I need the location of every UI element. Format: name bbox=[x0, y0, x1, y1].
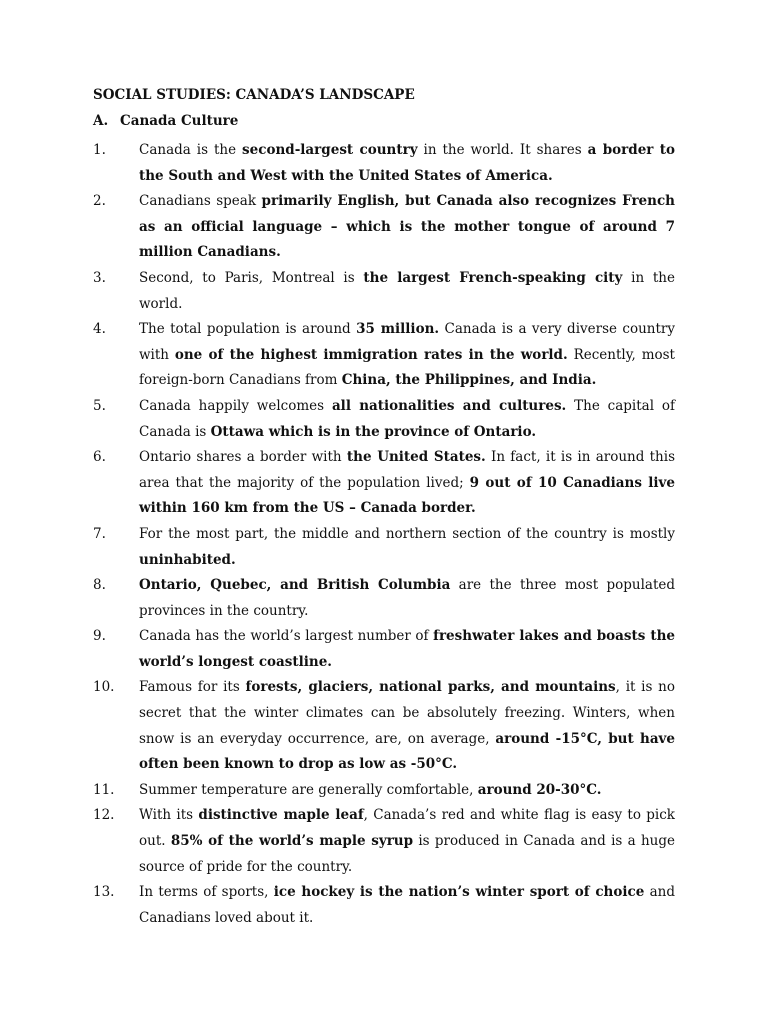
list-item-number: 10. bbox=[93, 679, 115, 696]
list-item-text bbox=[139, 321, 675, 388]
bold-text: one of the highest immigration rates in the world. bbox=[174, 346, 568, 363]
section-heading-text: Canada Culture bbox=[120, 113, 239, 129]
list-item-text bbox=[139, 782, 602, 798]
plain-text: Canada is a very diverse country with bbox=[139, 321, 676, 363]
plain-text: The capital of Canada is bbox=[139, 397, 675, 440]
list-item-number: 11. bbox=[93, 781, 115, 798]
list-item bbox=[93, 138, 675, 189]
list-item-text bbox=[139, 193, 675, 260]
section-letter: A. bbox=[93, 113, 109, 129]
plain-text: In terms of sports, bbox=[139, 884, 274, 901]
list-item-number: 3. bbox=[93, 269, 106, 286]
list-item-number: 8. bbox=[93, 577, 106, 594]
plain-text: Ontario shares a border with bbox=[139, 449, 347, 466]
bold-text: 35 million. bbox=[356, 321, 440, 338]
section-heading bbox=[93, 113, 238, 129]
list-item-number: 6. bbox=[93, 449, 106, 466]
list-item bbox=[93, 880, 675, 931]
bold-text: 85% of the world’s maple syrup bbox=[170, 833, 414, 850]
plain-text: in the world. bbox=[139, 269, 675, 312]
bold-text: freshwater lakes and boasts the world’s longest coastline. bbox=[139, 628, 675, 670]
plain-text: In fact, it is in around this area that the majority of the population lived; bbox=[139, 449, 676, 491]
list-item-number: 9. bbox=[93, 628, 106, 645]
bold-text: a border to the South and West with the United States of America. bbox=[139, 142, 676, 184]
plain-text: Canada happily welcomes bbox=[139, 397, 332, 414]
bold-text: all nationalities and cultures. bbox=[331, 397, 567, 414]
list-item-text bbox=[139, 577, 675, 619]
bold-text: 9 out of 10 Canadians live within 160 km from the US – Canada border. bbox=[139, 474, 675, 517]
plain-text: The total population is around bbox=[139, 321, 357, 338]
plain-text: are the three most populated provinces in the country. bbox=[139, 577, 675, 619]
list-item bbox=[93, 266, 675, 317]
bold-text: around -15°C, but have often been known to drop as low as -50°C. bbox=[139, 730, 675, 773]
list-item-number: 12. bbox=[93, 807, 115, 824]
bold-text: around 20-30°C. bbox=[477, 781, 602, 798]
plain-text: For the most part, the middle and northern section of the country is mostly bbox=[139, 525, 675, 542]
plain-text: Recently, most foreign-born Canadians from bbox=[139, 346, 675, 389]
plain-text: Famous for its bbox=[139, 679, 246, 696]
bold-text: distinctive maple leaf bbox=[198, 807, 364, 824]
list-item-number: 2. bbox=[93, 193, 106, 210]
plain-text: Canada has the world’s largest number of bbox=[139, 628, 434, 645]
list-item-number: 7. bbox=[93, 525, 106, 542]
list-item bbox=[93, 522, 675, 573]
list-item-text bbox=[139, 526, 675, 568]
list-item bbox=[93, 573, 675, 624]
plain-text: in the world. It shares bbox=[417, 142, 588, 158]
bold-text: the United States. bbox=[346, 449, 486, 466]
list-item-text bbox=[139, 628, 675, 670]
page-title: SOCIAL STUDIES: CANADA’S LANDSCAPE bbox=[93, 87, 415, 103]
bold-text: China, the Philippines, and India. bbox=[341, 372, 597, 389]
list-item-text bbox=[139, 884, 675, 926]
list-item bbox=[93, 624, 675, 675]
plain-text: Second, to Paris, Montreal is bbox=[139, 269, 364, 286]
bold-text: second-largest country bbox=[242, 142, 418, 158]
list-item-number: 4. bbox=[93, 321, 106, 338]
plain-text: is produced in Canada and is a huge source of pride for the country. bbox=[139, 833, 675, 875]
list-item bbox=[93, 394, 675, 445]
numbered-list bbox=[93, 138, 675, 931]
list-item bbox=[93, 189, 675, 266]
plain-text: Canada is the bbox=[139, 142, 243, 158]
bold-text: the largest French-speaking city bbox=[363, 269, 623, 286]
plain-text: Summer temperature are generally comfortable, bbox=[139, 781, 478, 798]
list-item-text bbox=[139, 449, 675, 516]
list-item-number: 13. bbox=[93, 884, 115, 901]
list-item bbox=[93, 317, 675, 394]
list-item bbox=[93, 445, 675, 522]
list-item bbox=[93, 778, 675, 804]
list-item-text bbox=[139, 270, 675, 312]
bold-text: forests, glaciers, national parks, and mountains bbox=[245, 679, 616, 696]
list-item bbox=[93, 803, 675, 880]
bold-text: Ontario, Quebec, and British Columbia bbox=[139, 577, 451, 594]
bold-text: ice hockey is the nation’s winter sport of choice bbox=[273, 884, 645, 901]
plain-text: Canadians speak bbox=[139, 193, 262, 210]
plain-text: , it is no secret that the winter climates can be absolutely freezing. Winters, when snow is an everyday occurrence, are, on average, bbox=[139, 679, 675, 747]
plain-text: With its bbox=[139, 807, 199, 824]
list-item-text bbox=[139, 142, 675, 184]
list-item-text bbox=[139, 807, 675, 874]
bold-text: uninhabited. bbox=[139, 551, 236, 568]
list-item-text bbox=[139, 679, 675, 772]
plain-text: and Canadians loved about it. bbox=[139, 884, 675, 926]
list-item-number: 1. bbox=[93, 142, 106, 158]
bold-text: primarily English, but Canada also recognizes French as an official language – which is the mother tongue of around 7 million Canadians. bbox=[139, 193, 675, 261]
list-item-number: 5. bbox=[93, 397, 106, 414]
list-item-text bbox=[139, 398, 675, 440]
list-item bbox=[93, 675, 675, 777]
bold-text: Ottawa which is in the province of Ontario. bbox=[210, 423, 537, 440]
plain-text: , Canada’s red and white flag is easy to pick out. bbox=[139, 807, 675, 850]
